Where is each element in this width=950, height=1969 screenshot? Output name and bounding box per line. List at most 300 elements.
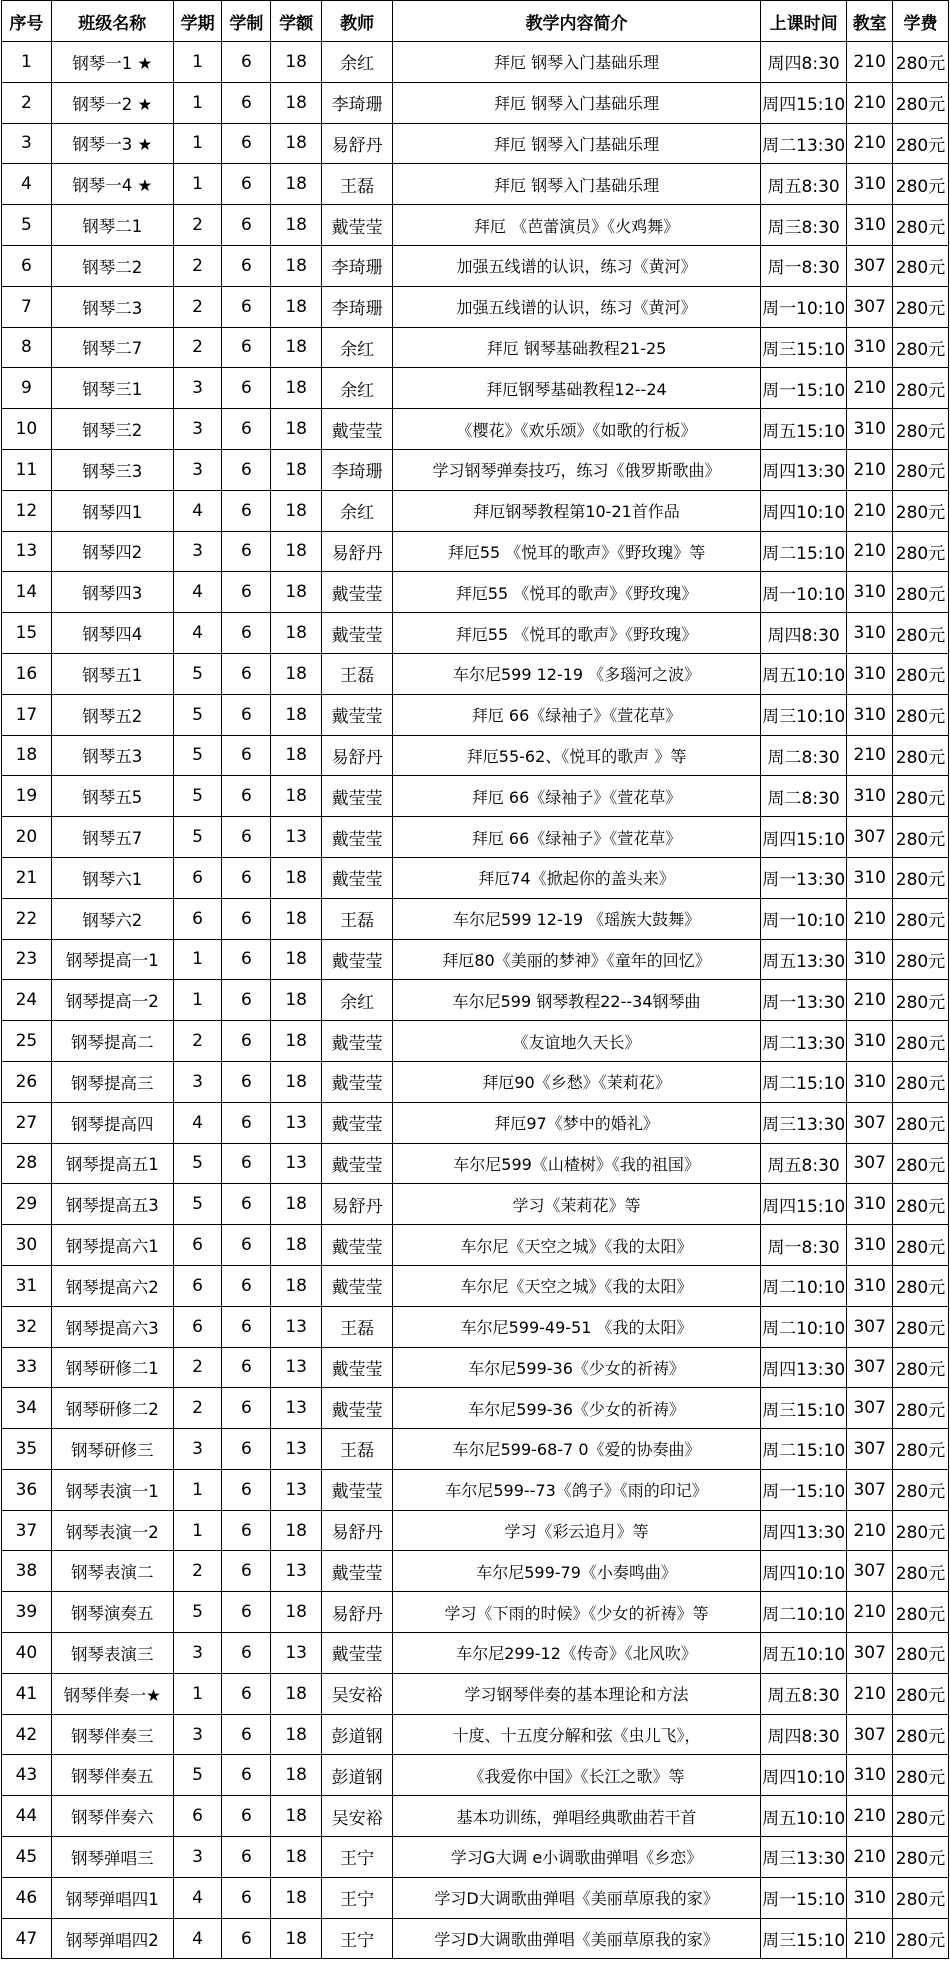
cell-content: 《友谊地久天长》 — [393, 1021, 761, 1062]
cell-quota: 13 — [271, 1388, 322, 1429]
cell-room: 210 — [847, 898, 893, 939]
header-term: 学期 — [173, 1, 222, 42]
cell-fee: 280元 — [893, 776, 949, 817]
cell-index: 44 — [2, 1796, 52, 1837]
cell-time: 周四8:30 — [760, 1714, 846, 1755]
cell-term: 4 — [173, 1102, 222, 1143]
cell-index: 45 — [2, 1837, 52, 1878]
cell-quota: 18 — [271, 409, 322, 450]
cell-content: 拜厄90《乡愁》《茉莉花》 — [393, 1061, 761, 1102]
cell-quota: 18 — [271, 1796, 322, 1837]
cell-index: 42 — [2, 1714, 52, 1755]
cell-time: 周五13:30 — [760, 939, 846, 980]
cell-term: 3 — [173, 1837, 222, 1878]
cell-term: 2 — [173, 1347, 222, 1388]
cell-term: 2 — [173, 205, 222, 246]
table-row — [2, 1347, 949, 1388]
cell-time: 周三8:30 — [760, 205, 846, 246]
cell-index: 29 — [2, 1184, 52, 1225]
cell-class-name: 钢琴六1 — [51, 857, 173, 898]
header-index: 序号 — [2, 1, 52, 42]
cell-quota: 18 — [271, 1918, 322, 1959]
cell-duration: 6 — [222, 898, 271, 939]
cell-fee: 280元 — [893, 123, 949, 164]
cell-duration: 6 — [222, 1102, 271, 1143]
cell-duration: 6 — [222, 1061, 271, 1102]
cell-class-name: 钢琴五1 — [51, 653, 173, 694]
header-class-name: 班级名称 — [51, 1, 173, 42]
cell-class-name: 钢琴五2 — [51, 694, 173, 735]
cell-quota: 18 — [271, 1265, 322, 1306]
cell-room: 210 — [847, 42, 893, 83]
cell-term: 5 — [173, 694, 222, 735]
cell-room: 310 — [847, 653, 893, 694]
table-row — [2, 572, 949, 613]
cell-teacher: 戴莹莹 — [322, 1102, 393, 1143]
cell-duration: 6 — [222, 531, 271, 572]
cell-teacher: 李琦珊 — [322, 82, 393, 123]
cell-duration: 6 — [222, 368, 271, 409]
cell-fee: 280元 — [893, 1592, 949, 1633]
cell-class-name: 钢琴表演二 — [51, 1551, 173, 1592]
cell-term: 4 — [173, 1918, 222, 1959]
table-row — [2, 1388, 949, 1429]
cell-time: 周二10:10 — [760, 1306, 846, 1347]
cell-quota: 18 — [271, 368, 322, 409]
cell-fee: 280元 — [893, 1265, 949, 1306]
cell-class-name: 钢琴伴奏六 — [51, 1796, 173, 1837]
cell-fee: 280元 — [893, 327, 949, 368]
cell-duration: 6 — [222, 1633, 271, 1674]
cell-duration: 6 — [222, 1837, 271, 1878]
cell-term: 1 — [173, 123, 222, 164]
cell-time: 周三15:10 — [760, 1918, 846, 1959]
cell-room: 210 — [847, 1592, 893, 1633]
cell-index: 25 — [2, 1021, 52, 1062]
cell-quota: 18 — [271, 694, 322, 735]
cell-duration: 6 — [222, 1510, 271, 1551]
cell-teacher: 戴莹莹 — [322, 1061, 393, 1102]
cell-class-name: 钢琴一1 ★ — [51, 42, 173, 83]
table-row — [2, 368, 949, 409]
cell-fee: 280元 — [893, 449, 949, 490]
cell-teacher: 戴莹莹 — [322, 939, 393, 980]
cell-class-name: 钢琴四3 — [51, 572, 173, 613]
cell-index: 34 — [2, 1388, 52, 1429]
cell-content: 《我爱你中国》《长江之歌》等 — [393, 1755, 761, 1796]
cell-class-name: 钢琴提高一1 — [51, 939, 173, 980]
cell-quota: 18 — [271, 205, 322, 246]
cell-quota: 18 — [271, 857, 322, 898]
cell-duration: 6 — [222, 164, 271, 205]
table-body — [2, 42, 949, 1959]
cell-quota: 18 — [271, 82, 322, 123]
cell-room: 210 — [847, 531, 893, 572]
cell-class-name: 钢琴二7 — [51, 327, 173, 368]
table-row — [2, 205, 949, 246]
cell-room: 210 — [847, 1837, 893, 1878]
cell-quota: 18 — [271, 572, 322, 613]
cell-teacher: 彭道钢 — [322, 1714, 393, 1755]
cell-fee: 280元 — [893, 82, 949, 123]
cell-fee: 280元 — [893, 572, 949, 613]
cell-content: 车尔尼599 12-19 《瑶族大鼓舞》 — [393, 898, 761, 939]
cell-index: 16 — [2, 653, 52, 694]
cell-content: 拜厄97《梦中的婚礼》 — [393, 1102, 761, 1143]
table-row — [2, 1184, 949, 1225]
cell-content: 车尔尼299-12《传奇》《北风吹》 — [393, 1633, 761, 1674]
cell-teacher: 戴莹莹 — [322, 613, 393, 654]
cell-teacher: 戴莹莹 — [322, 857, 393, 898]
cell-duration: 6 — [222, 980, 271, 1021]
header-quota: 学额 — [271, 1, 322, 42]
cell-fee: 280元 — [893, 1796, 949, 1837]
cell-class-name: 钢琴伴奏一★ — [51, 1673, 173, 1714]
cell-quota: 18 — [271, 980, 322, 1021]
cell-time: 周三10:10 — [760, 694, 846, 735]
course-schedule-table — [1, 0, 949, 1959]
cell-quota: 18 — [271, 286, 322, 327]
cell-class-name: 钢琴表演一1 — [51, 1469, 173, 1510]
cell-quota: 18 — [271, 1225, 322, 1266]
cell-index: 37 — [2, 1510, 52, 1551]
cell-content: 加强五线谱的认识，练习《黄河》 — [393, 286, 761, 327]
cell-class-name: 钢琴伴奏五 — [51, 1755, 173, 1796]
table-row — [2, 1592, 949, 1633]
cell-teacher: 戴莹莹 — [322, 205, 393, 246]
cell-content: 拜厄 《芭蕾演员》《火鸡舞》 — [393, 205, 761, 246]
cell-fee: 280元 — [893, 735, 949, 776]
cell-teacher: 戴莹莹 — [322, 1469, 393, 1510]
cell-teacher: 余红 — [322, 368, 393, 409]
header-teacher: 教师 — [322, 1, 393, 42]
cell-term: 6 — [173, 898, 222, 939]
cell-teacher: 李琦珊 — [322, 286, 393, 327]
table-row — [2, 1510, 949, 1551]
cell-fee: 280元 — [893, 1184, 949, 1225]
cell-class-name: 钢琴研修二1 — [51, 1347, 173, 1388]
cell-class-name: 钢琴提高二 — [51, 1021, 173, 1062]
cell-time: 周五8:30 — [760, 1143, 846, 1184]
cell-class-name: 钢琴四1 — [51, 490, 173, 531]
cell-teacher: 吴安裕 — [322, 1673, 393, 1714]
cell-class-name: 钢琴提高六2 — [51, 1265, 173, 1306]
cell-quota: 18 — [271, 1673, 322, 1714]
cell-duration: 6 — [222, 1306, 271, 1347]
cell-content: 车尔尼599-36《少女的祈祷》 — [393, 1388, 761, 1429]
cell-duration: 6 — [222, 327, 271, 368]
cell-class-name: 钢琴一3 ★ — [51, 123, 173, 164]
table-row — [2, 531, 949, 572]
cell-index: 23 — [2, 939, 52, 980]
cell-room: 210 — [847, 735, 893, 776]
cell-index: 1 — [2, 42, 52, 83]
cell-room: 307 — [847, 1469, 893, 1510]
cell-teacher: 吴安裕 — [322, 1796, 393, 1837]
cell-room: 310 — [847, 1061, 893, 1102]
cell-quota: 18 — [271, 1877, 322, 1918]
cell-class-name: 钢琴提高六1 — [51, 1225, 173, 1266]
cell-index: 6 — [2, 245, 52, 286]
cell-time: 周五10:10 — [760, 1633, 846, 1674]
cell-time: 周五10:10 — [760, 1796, 846, 1837]
cell-quota: 18 — [271, 1061, 322, 1102]
cell-teacher: 戴莹莹 — [322, 1551, 393, 1592]
table-row — [2, 1061, 949, 1102]
cell-index: 27 — [2, 1102, 52, 1143]
cell-term: 3 — [173, 449, 222, 490]
table-row — [2, 327, 949, 368]
cell-content: 学习钢琴弹奏技巧，练习《俄罗斯歌曲》 — [393, 449, 761, 490]
cell-index: 17 — [2, 694, 52, 735]
cell-fee: 280元 — [893, 531, 949, 572]
cell-term: 4 — [173, 490, 222, 531]
table-row — [2, 1021, 949, 1062]
cell-time: 周五10:10 — [760, 653, 846, 694]
cell-fee: 280元 — [893, 1551, 949, 1592]
cell-index: 2 — [2, 82, 52, 123]
cell-term: 4 — [173, 1877, 222, 1918]
cell-fee: 280元 — [893, 1061, 949, 1102]
cell-duration: 6 — [222, 1388, 271, 1429]
cell-content: 学习《彩云追月》等 — [393, 1510, 761, 1551]
cell-time: 周四10:10 — [760, 1551, 846, 1592]
cell-term: 6 — [173, 1796, 222, 1837]
cell-time: 周二15:10 — [760, 1429, 846, 1470]
cell-time: 周四15:10 — [760, 817, 846, 858]
cell-term: 4 — [173, 572, 222, 613]
cell-duration: 6 — [222, 1673, 271, 1714]
cell-room: 310 — [847, 857, 893, 898]
cell-term: 2 — [173, 245, 222, 286]
cell-room: 210 — [847, 490, 893, 531]
cell-fee: 280元 — [893, 613, 949, 654]
cell-time: 周三13:30 — [760, 1837, 846, 1878]
cell-teacher: 易舒丹 — [322, 1184, 393, 1225]
cell-room: 310 — [847, 572, 893, 613]
cell-time: 周四15:10 — [760, 1184, 846, 1225]
cell-teacher: 戴莹莹 — [322, 1347, 393, 1388]
cell-fee: 280元 — [893, 1429, 949, 1470]
cell-term: 4 — [173, 613, 222, 654]
cell-time: 周二15:10 — [760, 1061, 846, 1102]
cell-content: 学习D大调歌曲弹唱《美丽草原我的家》 — [393, 1918, 761, 1959]
cell-index: 46 — [2, 1877, 52, 1918]
table-row — [2, 409, 949, 450]
table-row — [2, 1877, 949, 1918]
cell-content: 拜厄80《美丽的梦神》《童年的回忆》 — [393, 939, 761, 980]
table-row — [2, 1429, 949, 1470]
cell-fee: 280元 — [893, 898, 949, 939]
cell-quota: 18 — [271, 1510, 322, 1551]
cell-fee: 280元 — [893, 1143, 949, 1184]
cell-fee: 280元 — [893, 1877, 949, 1918]
cell-teacher: 戴莹莹 — [322, 1388, 393, 1429]
cell-term: 2 — [173, 1388, 222, 1429]
cell-quota: 18 — [271, 531, 322, 572]
cell-fee: 280元 — [893, 1755, 949, 1796]
cell-content: 学习D大调歌曲弹唱《美丽草原我的家》 — [393, 1877, 761, 1918]
cell-class-name: 钢琴提高五3 — [51, 1184, 173, 1225]
cell-duration: 6 — [222, 1469, 271, 1510]
cell-quota: 13 — [271, 1633, 322, 1674]
cell-fee: 280元 — [893, 1469, 949, 1510]
cell-term: 1 — [173, 1510, 222, 1551]
table-row — [2, 1673, 949, 1714]
cell-room: 210 — [847, 123, 893, 164]
cell-duration: 6 — [222, 1877, 271, 1918]
cell-teacher: 王磊 — [322, 1429, 393, 1470]
cell-content: 拜厄 66《绿袖子》《萱花草》 — [393, 776, 761, 817]
cell-time: 周四13:30 — [760, 449, 846, 490]
cell-teacher: 王磊 — [322, 898, 393, 939]
cell-room: 307 — [847, 1347, 893, 1388]
cell-time: 周一13:30 — [760, 980, 846, 1021]
cell-teacher: 戴莹莹 — [322, 817, 393, 858]
table-row — [2, 1469, 949, 1510]
cell-teacher: 彭道钢 — [322, 1755, 393, 1796]
cell-index: 35 — [2, 1429, 52, 1470]
cell-duration: 6 — [222, 82, 271, 123]
cell-term: 1 — [173, 980, 222, 1021]
cell-class-name: 钢琴五3 — [51, 735, 173, 776]
cell-time: 周二8:30 — [760, 735, 846, 776]
table-row — [2, 449, 949, 490]
cell-class-name: 钢琴二2 — [51, 245, 173, 286]
cell-time: 周一15:10 — [760, 368, 846, 409]
cell-index: 15 — [2, 613, 52, 654]
cell-index: 36 — [2, 1469, 52, 1510]
cell-class-name: 钢琴提高五1 — [51, 1143, 173, 1184]
cell-quota: 18 — [271, 327, 322, 368]
cell-room: 310 — [847, 1225, 893, 1266]
cell-term: 6 — [173, 857, 222, 898]
cell-fee: 280元 — [893, 1347, 949, 1388]
cell-duration: 6 — [222, 776, 271, 817]
table-row — [2, 980, 949, 1021]
cell-room: 310 — [847, 776, 893, 817]
cell-teacher: 王磊 — [322, 164, 393, 205]
cell-time: 周二10:10 — [760, 1592, 846, 1633]
cell-teacher: 易舒丹 — [322, 1510, 393, 1551]
cell-duration: 6 — [222, 653, 271, 694]
cell-time: 周二13:30 — [760, 123, 846, 164]
cell-fee: 280元 — [893, 286, 949, 327]
cell-duration: 6 — [222, 1429, 271, 1470]
cell-term: 5 — [173, 1184, 222, 1225]
cell-fee: 280元 — [893, 368, 949, 409]
cell-class-name: 钢琴二1 — [51, 205, 173, 246]
cell-quota: 18 — [271, 1714, 322, 1755]
cell-time: 周四13:30 — [760, 1347, 846, 1388]
cell-fee: 280元 — [893, 42, 949, 83]
cell-quota: 18 — [271, 1755, 322, 1796]
cell-teacher: 王磊 — [322, 653, 393, 694]
table-row — [2, 694, 949, 735]
cell-duration: 6 — [222, 1184, 271, 1225]
cell-fee: 280元 — [893, 857, 949, 898]
cell-room: 307 — [847, 1143, 893, 1184]
cell-index: 11 — [2, 449, 52, 490]
cell-time: 周一10:10 — [760, 898, 846, 939]
cell-quota: 18 — [271, 776, 322, 817]
cell-fee: 280元 — [893, 653, 949, 694]
cell-term: 2 — [173, 1551, 222, 1592]
cell-content: 车尔尼599 12-19 《多瑙河之波》 — [393, 653, 761, 694]
cell-room: 310 — [847, 694, 893, 735]
cell-time: 周三15:10 — [760, 1388, 846, 1429]
cell-index: 18 — [2, 735, 52, 776]
cell-content: 拜厄55-62、《悦耳的歌声 》等 — [393, 735, 761, 776]
cell-teacher: 易舒丹 — [322, 735, 393, 776]
cell-duration: 6 — [222, 1347, 271, 1388]
cell-index: 31 — [2, 1265, 52, 1306]
cell-room: 307 — [847, 1551, 893, 1592]
cell-class-name: 钢琴三1 — [51, 368, 173, 409]
cell-content: 拜厄 钢琴入门基础乐理 — [393, 42, 761, 83]
cell-quota: 18 — [271, 42, 322, 83]
cell-class-name: 钢琴三2 — [51, 409, 173, 450]
cell-duration: 6 — [222, 857, 271, 898]
cell-time: 周三15:10 — [760, 327, 846, 368]
cell-class-name: 钢琴弹唱四1 — [51, 1877, 173, 1918]
cell-quota: 13 — [271, 1143, 322, 1184]
cell-room: 210 — [847, 449, 893, 490]
cell-duration: 6 — [222, 205, 271, 246]
cell-term: 5 — [173, 817, 222, 858]
table-row — [2, 776, 949, 817]
cell-fee: 280元 — [893, 164, 949, 205]
cell-duration: 6 — [222, 1551, 271, 1592]
cell-class-name: 钢琴三3 — [51, 449, 173, 490]
cell-teacher: 王宁 — [322, 1877, 393, 1918]
cell-index: 7 — [2, 286, 52, 327]
table-row — [2, 939, 949, 980]
cell-teacher: 戴莹莹 — [322, 776, 393, 817]
cell-time: 周五8:30 — [760, 164, 846, 205]
table-row — [2, 82, 949, 123]
cell-term: 5 — [173, 1592, 222, 1633]
table-row — [2, 613, 949, 654]
cell-time: 周四8:30 — [760, 613, 846, 654]
table-row — [2, 857, 949, 898]
table-row — [2, 653, 949, 694]
table-row — [2, 1143, 949, 1184]
cell-index: 30 — [2, 1225, 52, 1266]
cell-term: 1 — [173, 164, 222, 205]
cell-fee: 280元 — [893, 1510, 949, 1551]
cell-duration: 6 — [222, 1755, 271, 1796]
cell-content: 车尔尼599-79《小奏鸣曲》 — [393, 1551, 761, 1592]
cell-class-name: 钢琴提高一2 — [51, 980, 173, 1021]
cell-term: 5 — [173, 735, 222, 776]
header-duration: 学制 — [222, 1, 271, 42]
cell-term: 6 — [173, 1265, 222, 1306]
cell-index: 12 — [2, 490, 52, 531]
cell-fee: 280元 — [893, 1102, 949, 1143]
cell-class-name: 钢琴二3 — [51, 286, 173, 327]
cell-teacher: 余红 — [322, 490, 393, 531]
cell-room: 307 — [847, 1429, 893, 1470]
cell-teacher: 易舒丹 — [322, 1592, 393, 1633]
cell-fee: 280元 — [893, 980, 949, 1021]
cell-index: 22 — [2, 898, 52, 939]
cell-quota: 18 — [271, 449, 322, 490]
cell-time: 周三13:30 — [760, 1102, 846, 1143]
cell-index: 41 — [2, 1673, 52, 1714]
cell-room: 210 — [847, 1673, 893, 1714]
cell-teacher: 余红 — [322, 327, 393, 368]
